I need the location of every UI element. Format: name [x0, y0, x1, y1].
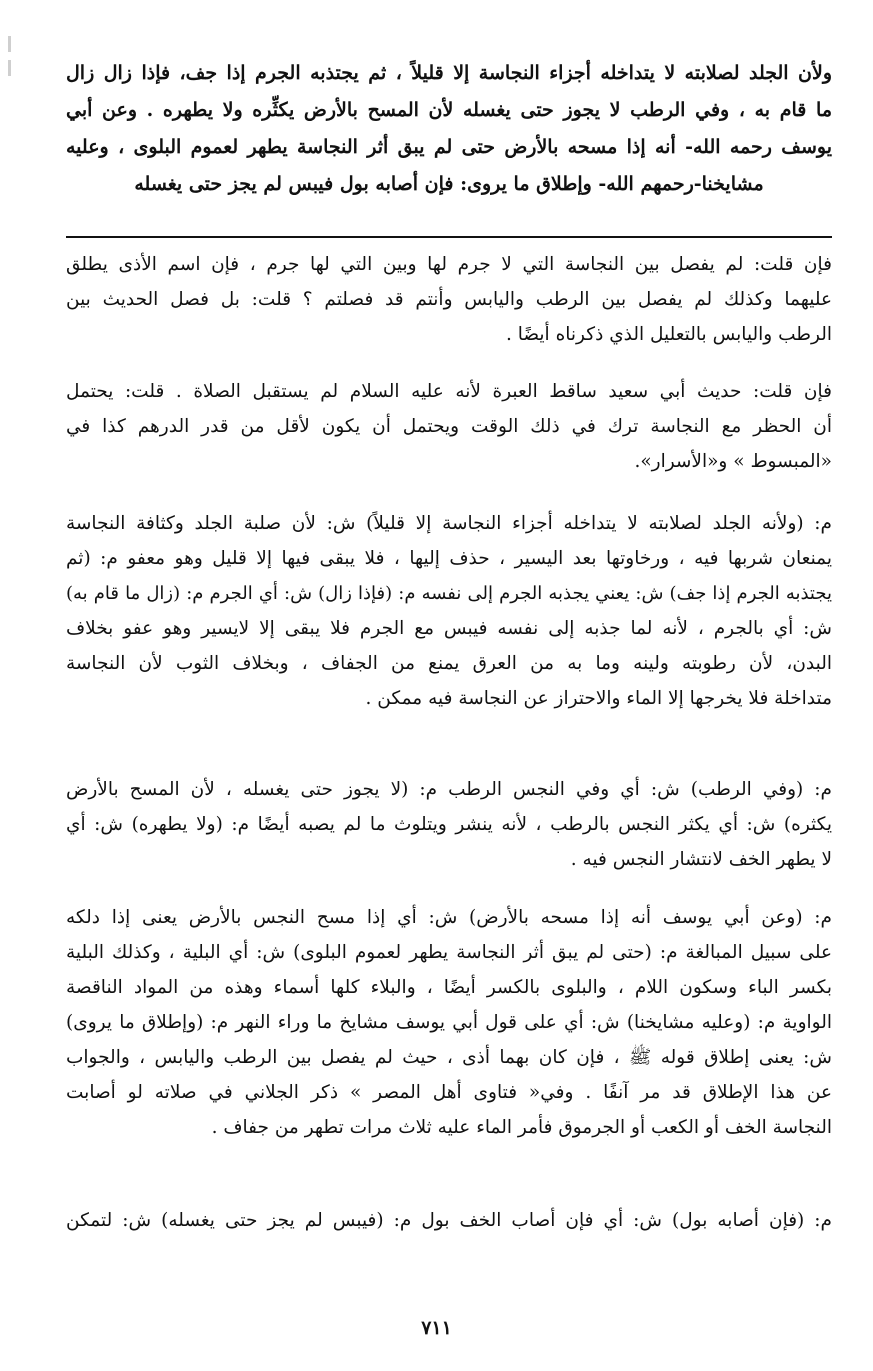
sharh-line: فإن قلت: حديث أبي سعيد ساقط العبرة لأنه عليه السلام لم يستقبل الصلاة . قلت: يحتمل [66, 381, 832, 402]
sharh-p1 [66, 247, 832, 352]
matn-line: يوسف رحمه الله- أنه إذا مسحه بالأرض حتى لم يبق أثر النجاسة يطهر لعموم البلوى ، وعليه [66, 136, 832, 158]
sharh-line: ش: أي بالجرم ، لأنه لما جذبه إلى نفسه فيبس مع الجرم فلا يبقى إلا لايسير وهو عفو بخلاف [66, 618, 832, 639]
sharh-line: «المبسوط » و«الأسرار». [634, 451, 832, 472]
matn-line: مشايخنا-رحمهم الله- وإطلاق ما يروى: فإن أصابه بول فيبس لم يجز حتى يغسله [134, 173, 764, 195]
sharh-p2 [66, 374, 832, 479]
sharh-p4 [66, 772, 832, 877]
sharh-line: يمنعان شربها فيه ، ورخاوتها بعد اليسير ، حذف إليها ، فلا يبقى فيها إلا قليل وهو معفو م: (ثم [66, 548, 832, 569]
sharh-line: ش: يعنى إطلاق قوله ﷺ ، فإن كان بهما أذى ، حيث لم يفصل بين الرطب واليابس ، والجواب [66, 1047, 832, 1068]
sharh-line: البدن، لأن رطوبته ولينه وما به من العرق يمنع من الجفاف ، وبخلاف الثوب لأن النجاسة [66, 653, 832, 674]
page-number: ٧١١ [421, 1317, 452, 1339]
separator-rule [66, 236, 832, 238]
sharh-line: الواوية م: (وعليه مشايخنا) ش: أي على قول أبي يوسف مشايخ ما وراء النهر م: (وإطلاق ما يروى) [66, 1012, 832, 1033]
sharh-line: متداخلة فلا يخرجها إلا الماء والاحتراز عن النجاسة فيه ممكن . [365, 688, 832, 709]
sharh-line: م: (وعن أبي يوسف أنه إذا مسحه بالأرض) ش: أي إذا مسح النجس بالأرض يعنى إذا دلكه [66, 907, 832, 928]
sharh-line: لا يطهر الخف لانتشار النجس فيه . [570, 849, 832, 870]
matn-line: ولأن الجلد لصلابته لا يتداخله أجزاء النجاسة إلا قليلاً ، ثم يجتذبه الجرم إذا جف، فإذا زال زال [66, 62, 832, 84]
sharh-p5 [66, 900, 832, 1145]
sharh-line: بكسر الباء وسكون اللام ، والبلوى بالكسر أيضًا ، والبلاء كلها أسماء وهذه من المواد الناقصة [66, 977, 832, 998]
sharh-line: م: (ولأنه الجلد لصلابته لا يتداخله أجزاء النجاسة إلا قليلاً) ش: لأن صلبة الجلد وكثافة النجاسة [66, 513, 832, 534]
sharh-p3 [66, 506, 832, 716]
sharh-line: على سبيل المبالغة م: (حتى لم يبق أثر النجاسة يطهر لعموم البلوى) ش: أي البلية ، وكذلك البلية [66, 942, 832, 963]
sharh-line: عن هذا الإطلاق قد مر آنفًا . وفي« فتاوى أهل المصر » ذكر الجلاني في صلاته لو أصابت [66, 1082, 832, 1103]
sharh-line: م: (وفي الرطب) ش: أي وفي النجس الرطب م: (لا يجوز حتى يغسله ، لأن المسح بالأرض [66, 779, 832, 800]
margin-mark [8, 60, 11, 76]
matn-line: ما قام به ، وفي الرطب لا يجوز حتى يغسله لأن المسح بالأرض يكثِّره ولا يطهره . وعن أبي [66, 99, 832, 121]
sharh-line: يكثره) ش: أي يكثر النجس بالرطب ، لأنه ينشر ويتلوث ما لم يصبه أيضًا م: (ولا يطهره) ش: أي [66, 814, 832, 835]
sharh-line: أن الحظر مع النجاسة ترك في ذلك الوقت ويحتمل أن يكون لأقل من قدر الدرهم كذا في [66, 416, 832, 437]
sharh-p6 [66, 1203, 832, 1238]
sharh-line: يجتذبه الجرم إذا جف) ش: يعني يجذبه الجرم إلى نفسه م: (فإذا زال) ش: أي الجرم م: (زال ما قام به) [66, 583, 832, 604]
sharh-line: م: (فإن أصابه بول) ش: أي فإن أصاب الخف بول م: (فيبس لم يجز حتى يغسله) ش: لتمكن [66, 1210, 832, 1231]
sharh-line: فإن قلت: لم يفصل بين النجاسة التي لا جرم لها وبين التي لها جرم ، فإن اسم الأذى يطلق [66, 254, 832, 275]
margin-mark [8, 36, 11, 52]
matn-block [66, 55, 832, 203]
sharh-line: الرطب واليابس بالتعليل الذي ذكرناه أيضًا . [505, 324, 832, 345]
sharh-line: عليهما وكذلك لم يفصل بين الرطب واليابس وأنتم قد فصلتم ؟ قلت: بل فصل الحديث بين [66, 289, 832, 310]
sharh-line: النجاسة الخف أو الكعب أو الجرموق فأمر الماء عليه ثلاث مرات تطهر من جفاف . [211, 1117, 832, 1138]
